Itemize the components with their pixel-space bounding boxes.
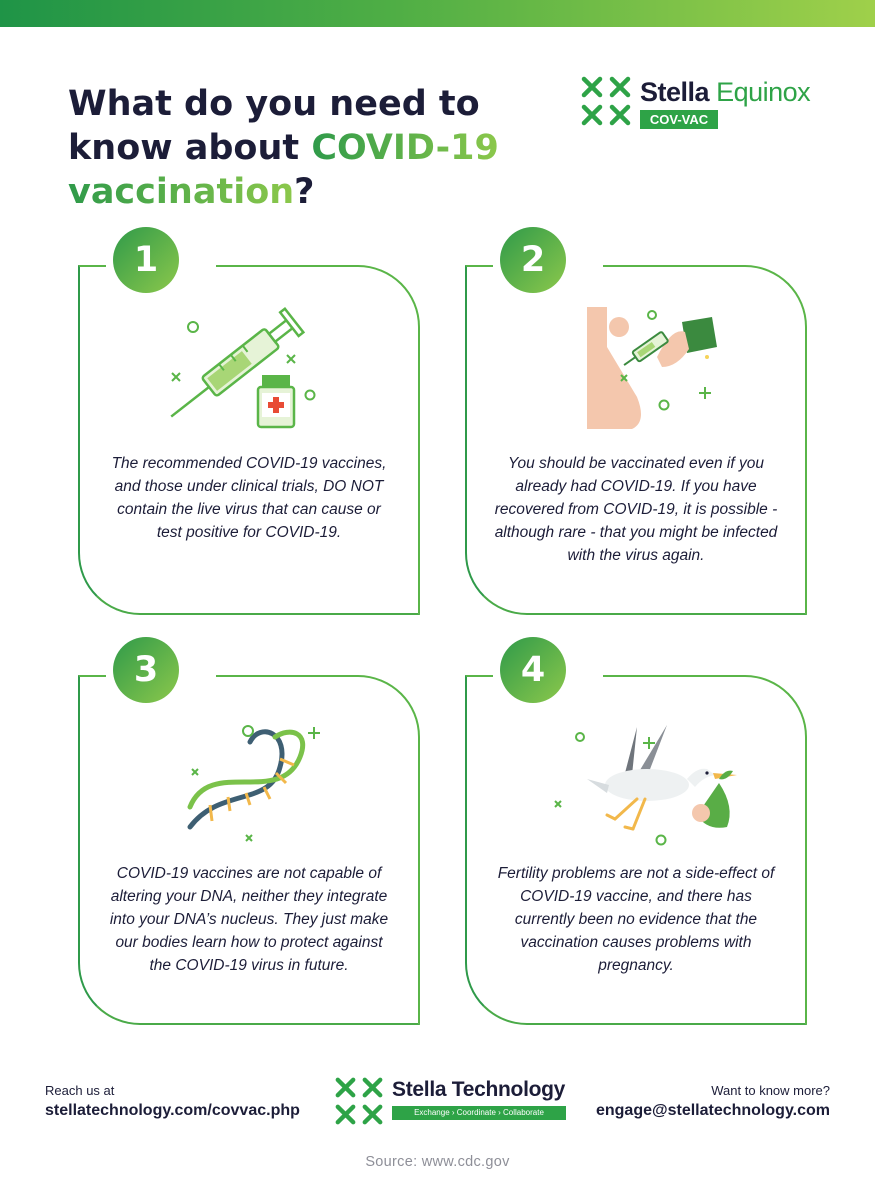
page-title (68, 82, 528, 214)
footer-contact-left (45, 1083, 300, 1120)
info-card-2 (465, 240, 807, 615)
footer-contact-right (596, 1083, 830, 1120)
card-text: Fertility problems are not a side-effect of COVID-19 vaccine, and there has currently been no evidence that the vaccination causes problems with pregnancy. (497, 865, 775, 974)
title-line-2: know about (68, 128, 312, 168)
syringe-vial-icon (150, 287, 350, 437)
know-more-label: Want to know more? (711, 1083, 830, 1098)
title-line-1: What do you need to (68, 84, 480, 124)
card-number-badge: 2 (500, 227, 566, 293)
title-accent-vaccination: vaccination (68, 172, 295, 212)
tech-x-mark-icon (332, 1074, 386, 1128)
title-accent-covid: COVID-19 (311, 128, 499, 168)
brand-name-light: Equinox (716, 77, 811, 107)
email-link[interactable]: engage@stellatechnology.com (595, 1102, 830, 1119)
stella-equinox-logo (578, 73, 838, 135)
tech-logo-tagline: Exchange › Coordinate › Collaborate (392, 1106, 566, 1120)
info-card-1 (78, 240, 420, 615)
card-text: You should be vaccinated even if you already had COVID-19. If you have recovered from COVID-19, it is possible - although rare - that you might be infected with the virus again. (494, 455, 778, 564)
info-card-3 (78, 650, 420, 1025)
stork-baby-icon (537, 697, 737, 847)
card-text: COVID-19 vaccines are not capable of altering your DNA, neither they integrate into your DNA’s nucleus. They just make our bodies learn how to protect against the COVID-19 virus in future. (109, 865, 389, 974)
arm-injection-icon (537, 287, 737, 437)
brand-x-mark-icon (578, 73, 634, 129)
card-number-badge: 3 (113, 637, 179, 703)
brand-name (640, 77, 810, 108)
brand-name-bold: Stella (640, 77, 710, 107)
card-text: The recommended COVID-19 vaccines, and those under clinical trials, DO NOT contain the live virus that can cause or test positive for COVID-19. (111, 455, 387, 541)
tech-logo-name: Stella Technology (392, 1078, 566, 1101)
stella-technology-logo (332, 1074, 572, 1129)
card-number-badge: 1 (113, 227, 179, 293)
title-question-mark: ? (294, 172, 315, 212)
source-note: Source: www.cdc.gov (365, 1154, 510, 1170)
card-number-badge: 4 (500, 637, 566, 703)
brand-badge: COV-VAC (640, 110, 718, 129)
reach-us-label: Reach us at (45, 1083, 115, 1098)
info-card-4 (465, 650, 807, 1025)
top-gradient-bar (0, 0, 875, 27)
dna-icon (150, 697, 350, 847)
website-link[interactable]: stellatechnology.com/covvac.php (45, 1102, 300, 1119)
